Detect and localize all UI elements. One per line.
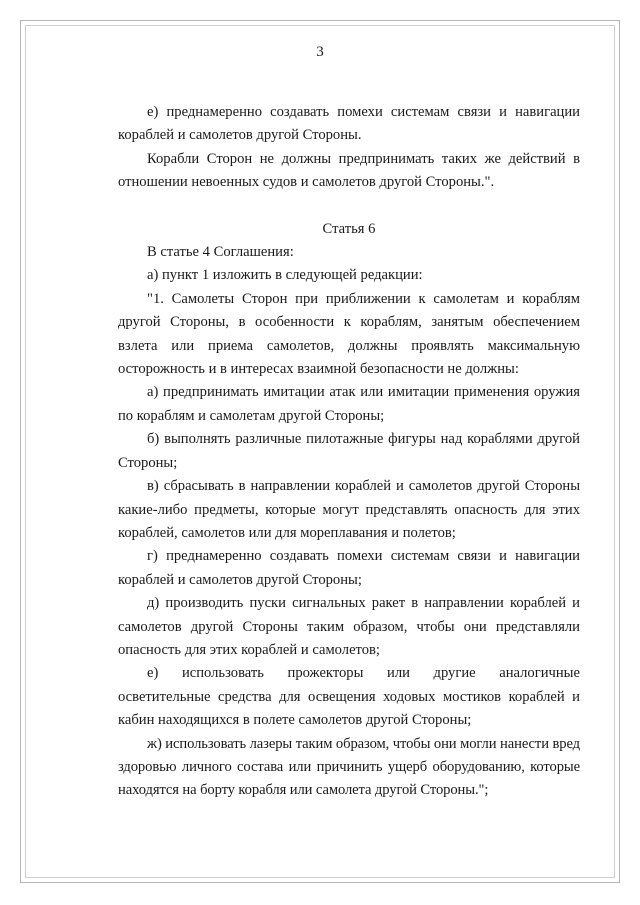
list-item-e-word: аналогичные <box>499 665 580 682</box>
list-item-zh: ж) использовать лазеры таким образом, чтобы они могли нанести вред здоровью личного состава или причинить ущерб оборудованию, которые находятся на борту корабля или самолета другой Стороны."; <box>118 735 580 799</box>
paragraph-civil-vessels: Корабли Сторон не должны предпринимать таких же действий в отношении невоенных судов и самолетов другой Стороны.". <box>118 150 580 191</box>
page-number: 3 <box>316 44 324 60</box>
list-item-e-word: другие <box>433 665 476 682</box>
list-item-a: а) предпринимать имитации атак или имитации применения оружия по кораблям и самолетам другой Стороны; <box>118 384 580 424</box>
list-item-v: в) сбрасывать в направлении кораблей и самолетов другой Стороны какие-либо предметы, которые могут представлять опасность для этих кораблей, самолетов или для мореплавания и полетов; <box>118 478 580 541</box>
list-item-e-word: е) <box>147 665 159 682</box>
list-item-d: д) производить пуски сигнальных ракет в направлении кораблей и самолетов другой Стороны таким образом, чтобы они представляли опасность для этих кораблей и самолетов; <box>118 595 580 658</box>
article-point-a: а) пункт 1 изложить в следующей редакции: <box>147 267 423 284</box>
list-item-e-word: использовать <box>181 665 264 682</box>
list-item-g: г) преднамеренно создавать помехи системам связи и навигации кораблей и самолетов другой Стороны; <box>118 548 580 588</box>
list-item-e-word: или <box>387 665 410 682</box>
list-item-e-word: прожекторы <box>287 665 364 682</box>
list-item-b: б) выполнять различные пилотажные фигуры над кораблями другой Стороны; <box>118 431 580 471</box>
paragraph-item-e-navigation: е) преднамеренно создавать помехи системам связи и навигации кораблей и самолетов другой Стороны. <box>118 104 580 144</box>
list-item-e-rest: осветительные средства для освещения ходовых мостиков кораблей и кабин находящихся в полете самолетов другой Стороны; <box>118 688 580 729</box>
document-body <box>118 101 580 803</box>
article-heading: Статья 6 <box>322 220 376 237</box>
article-intro: В статье 4 Соглашения: <box>147 244 294 261</box>
list-item-e-first-line <box>118 662 580 685</box>
spacer <box>118 195 580 218</box>
clause-1: "1. Самолеты Сторон при приближении к самолетам и кораблям другой Стороны, в особенности к кораблям, занятым обеспечением взлета или приема самолетов, должны проявлять максимальную осторожность и в интересах взаимной безопасности не должны: <box>118 290 580 378</box>
